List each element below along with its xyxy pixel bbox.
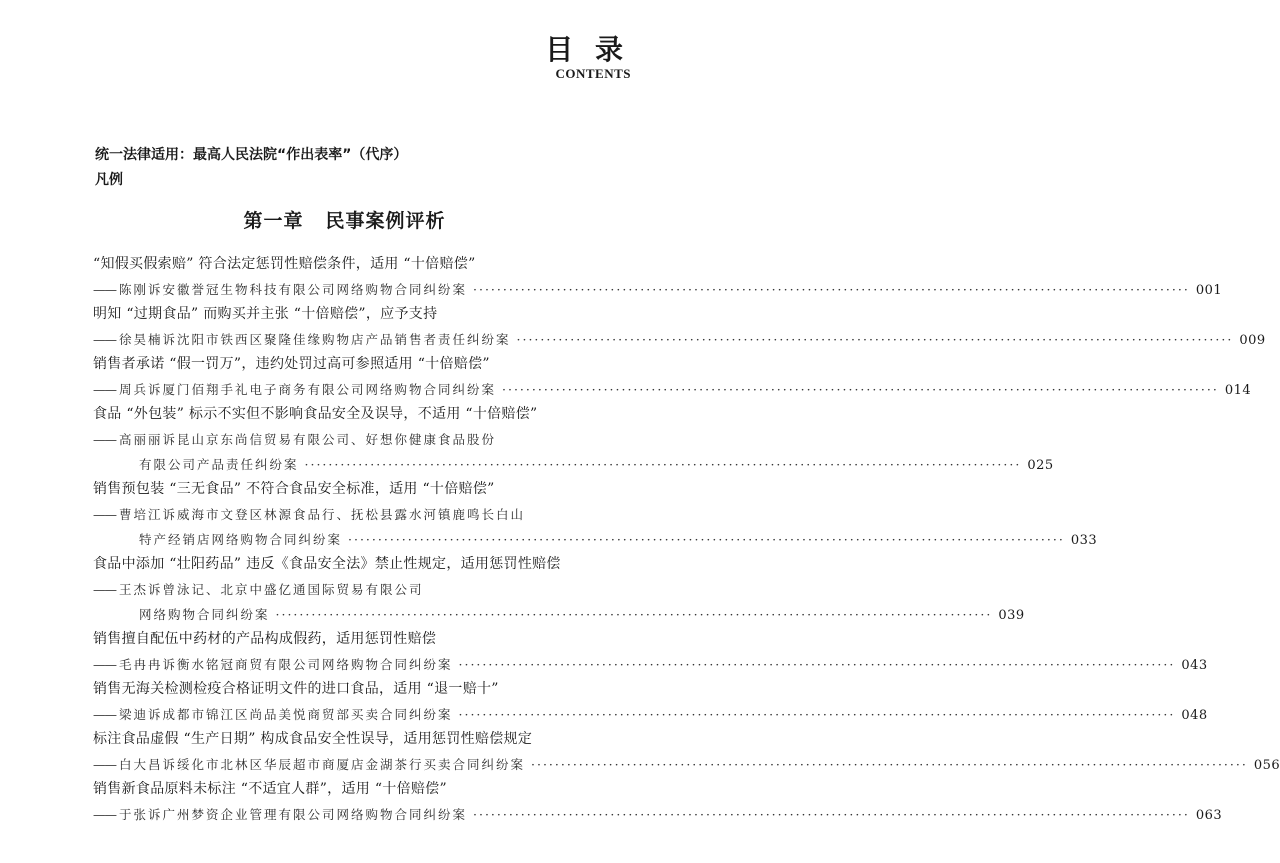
entry-case-line bbox=[93, 652, 1208, 677]
toc-entry[interactable] bbox=[93, 777, 1223, 827]
dash-glyph: —— bbox=[93, 757, 116, 772]
dot-leader: ························································································································ bbox=[458, 707, 1176, 722]
chapter-name: 民事案例评析 bbox=[325, 210, 446, 232]
page-number: 048 bbox=[1181, 708, 1208, 723]
toc-entry[interactable] bbox=[93, 302, 1266, 352]
toc-subtitle: CONTENTS bbox=[555, 66, 631, 81]
page-number: 009 bbox=[1239, 333, 1266, 348]
toc-entry[interactable] bbox=[93, 402, 1054, 477]
entry-case-line bbox=[93, 277, 1223, 302]
dot-leader: ························································································································ bbox=[502, 382, 1219, 397]
entry-case-line bbox=[93, 452, 1054, 477]
page-number: 014 bbox=[1224, 383, 1252, 398]
toc-entry[interactable] bbox=[93, 352, 1252, 402]
dash-glyph: —— bbox=[93, 282, 116, 297]
dot-leader: ························································································································ bbox=[458, 657, 1176, 672]
dot-leader: ························································································································ bbox=[348, 532, 1065, 547]
toc-entry[interactable] bbox=[93, 627, 1208, 677]
case-name: 周兵诉厦门佰翔手礼电子商务有限公司网络购物合同纠纷案 bbox=[119, 382, 497, 397]
case-name: 白大昌诉绥化市北林区华辰超市商厦店金湖茶行买卖合同纠纷案 bbox=[119, 757, 526, 772]
case-name: 梁迪诉成都市锦江区尚品美悦商贸部买卖合同纠纷案 bbox=[119, 707, 453, 722]
chapter-heading bbox=[0, 206, 689, 233]
entry-case-line bbox=[93, 377, 1252, 402]
entry-case-line bbox=[93, 327, 1266, 352]
dot-leader: ························································································································ bbox=[304, 457, 1022, 472]
entry-title: 销售预包装 “三无食品” 不符合食品安全标准，适用 “十倍赔偿” bbox=[93, 481, 495, 497]
chapter-number: 第一章 bbox=[243, 210, 304, 232]
dot-leader: ························································································································ bbox=[531, 757, 1248, 772]
page-number: 025 bbox=[1027, 458, 1054, 473]
case-name: 陈刚诉安徽誉冠生物科技有限公司网络购物合同纠纷案 bbox=[119, 282, 468, 297]
case-name: 曹培江诉威海市文登区林源食品行、抚松县露水河镇鹿鸣长白山 bbox=[119, 507, 526, 522]
dot-leader: ························································································································ bbox=[473, 807, 1190, 822]
dash-glyph: —— bbox=[93, 432, 116, 447]
entry-case-line bbox=[93, 427, 633, 452]
case-name: 高丽丽诉昆山京东尚信贸易有限公司、好想你健康食品股份 bbox=[119, 432, 497, 447]
entry-case-line bbox=[93, 577, 633, 602]
toc-title: 目 录 bbox=[545, 33, 629, 66]
page-number: 001 bbox=[1195, 283, 1223, 298]
case-name: 特产经销店网络购物合同纠纷案 bbox=[139, 532, 343, 547]
dot-leader: ························································································································ bbox=[275, 607, 993, 622]
page-number: 033 bbox=[1070, 533, 1098, 548]
preface-entry[interactable]: 统一法律适用：最高人民法院“作出表率”（代序） bbox=[95, 147, 408, 163]
page-number: 039 bbox=[998, 608, 1025, 623]
dash-glyph: —— bbox=[93, 382, 116, 397]
entry-title: “知假买假索赔” 符合法定惩罚性赔偿条件，适用 “十倍赔偿” bbox=[93, 256, 476, 272]
dash-glyph: —— bbox=[93, 332, 116, 347]
dash-glyph: —— bbox=[93, 582, 116, 597]
entry-title: 食品中添加 “壮阳药品” 违反《食品安全法》禁止性规定，适用惩罚性赔偿 bbox=[93, 556, 561, 572]
entry-title: 明知 “过期食品” 而购买并主张 “十倍赔偿”，应予支持 bbox=[93, 306, 438, 322]
case-name: 毛冉冉诉衡水铭冠商贸有限公司网络购物合同纠纷案 bbox=[119, 657, 453, 672]
entry-title: 标注食品虚假 “生产日期” 构成食品安全性误导，适用惩罚性赔偿规定 bbox=[93, 731, 533, 747]
toc-entry[interactable] bbox=[93, 727, 1280, 777]
page-number: 043 bbox=[1181, 658, 1208, 673]
dot-leader: ························································································································ bbox=[473, 282, 1190, 297]
toc-entry[interactable] bbox=[93, 677, 1208, 727]
case-name: 于张诉广州梦资企业管理有限公司网络购物合同纠纷案 bbox=[119, 807, 468, 822]
toc-entries bbox=[93, 252, 1280, 827]
toc-entry[interactable] bbox=[93, 252, 1223, 302]
case-name: 网络购物合同纠纷案 bbox=[139, 607, 270, 622]
entry-case-line bbox=[93, 752, 1280, 777]
entry-case-line bbox=[93, 702, 1208, 727]
case-name: 王杰诉曾泳记、北京中盛亿通国际贸易有限公司 bbox=[119, 582, 424, 597]
entry-case-line bbox=[93, 502, 633, 527]
entry-title: 销售者承诺 “假一罚万”，违约处罚过高可参照适用 “十倍赔偿” bbox=[93, 356, 490, 372]
toc-entry[interactable] bbox=[93, 477, 1098, 552]
entry-case-line bbox=[93, 802, 1223, 827]
page-number: 063 bbox=[1195, 808, 1223, 823]
toc-entry[interactable] bbox=[93, 552, 1025, 627]
entry-title: 销售无海关检测检疫合格证明文件的进口食品，适用 “退一赔十” bbox=[93, 681, 499, 697]
entry-title: 销售擅自配伍中药材的产品构成假药，适用惩罚性赔偿 bbox=[93, 631, 437, 647]
dash-glyph: —— bbox=[93, 707, 116, 722]
notes-entry[interactable]: 凡例 bbox=[95, 172, 123, 188]
case-name: 有限公司产品责任纠纷案 bbox=[139, 457, 299, 472]
entry-title: 食品 “外包装” 标示不实但不影响食品安全及误导，不适用 “十倍赔偿” bbox=[93, 406, 538, 422]
dash-glyph: —— bbox=[93, 507, 116, 522]
entry-case-line bbox=[93, 602, 1025, 627]
entry-case-line bbox=[93, 527, 1098, 552]
entry-title: 销售新食品原料未标注 “不适宜人群”，适用 “十倍赔偿” bbox=[93, 781, 447, 797]
dot-leader: ························································································································ bbox=[516, 332, 1234, 347]
case-name: 徐昊楠诉沈阳市铁西区聚隆佳缘购物店产品销售者责任纠纷案 bbox=[119, 332, 511, 347]
dash-glyph: —— bbox=[93, 657, 116, 672]
page-number: 056 bbox=[1253, 758, 1280, 773]
dash-glyph: —— bbox=[93, 807, 116, 822]
